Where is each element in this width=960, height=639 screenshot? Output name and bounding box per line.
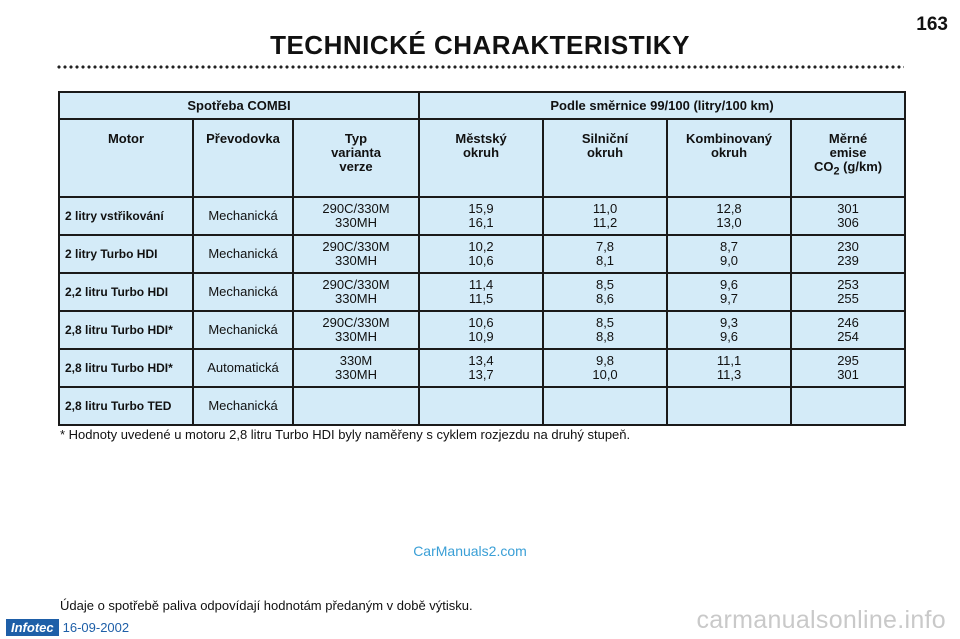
type-cell [293,387,419,425]
table-row [59,273,905,311]
city-cell: 15,9 16,1 [419,197,543,235]
co2-cell: 295 301 [791,349,905,387]
type-cell: 330M 330MH [293,349,419,387]
combined-cell: 9,6 9,7 [667,273,791,311]
col-header-co2: Měrné emise $CO_2$ (g/km) [791,119,905,197]
type-cell: 290C/330M 330MH [293,311,419,349]
combined-cell: 11,1 11,3 [667,349,791,387]
table-row [59,197,905,235]
combined-cell: 9,3 9,6 [667,311,791,349]
road-cell: 7,8 8,1 [543,235,667,273]
city-cell: 11,4 11,5 [419,273,543,311]
consumption-table [58,91,906,426]
spec-table-container [58,91,904,426]
city-cell [419,387,543,425]
type-cell: 290C/330M 330MH [293,235,419,273]
motor-cell: 2,8 litru Turbo HDI* [59,349,193,387]
group-header-combi: Spotřeba COMBI [59,92,419,119]
footnote: * Hodnoty uvedené u motoru 2,8 litru Turbo HDI byly naměřeny s cyklem rozjezdu na druhý stupeň. [60,427,631,442]
gearbox-cell: Mechanická [193,311,293,349]
road-cell [543,387,667,425]
motor-cell: 2 litry vstřikování [59,197,193,235]
city-cell: 13,4 13,7 [419,349,543,387]
page-title: TECHNICKÉ CHARAKTERISTIKY [270,30,690,60]
table-row [59,387,905,425]
table-row [59,235,905,273]
infotec-logo: Infotec [6,619,59,636]
table-row [59,311,905,349]
gearbox-cell: Mechanická [193,387,293,425]
combined-cell: 12,8 13,0 [667,197,791,235]
road-cell: 8,5 8,8 [543,311,667,349]
co2-cell: 230 239 [791,235,905,273]
gearbox-cell: Mechanická [193,273,293,311]
site-watermark: carmanualsonline.info [696,606,946,634]
col-header-road: Silniční okruh [543,119,667,197]
col-header-gearbox: Převodovka [193,119,293,197]
combined-cell [667,387,791,425]
col-header-combined: Kombinovaný okruh [667,119,791,197]
city-cell: 10,2 10,6 [419,235,543,273]
motor-cell: 2,8 litru Turbo TED [59,387,193,425]
col-header-motor: Motor [59,119,193,197]
co2-cell [791,387,905,425]
co2-cell: 301 306 [791,197,905,235]
gearbox-cell: Mechanická [193,197,293,235]
motor-cell: 2 litry Turbo HDI [59,235,193,273]
city-cell: 10,6 10,9 [419,311,543,349]
road-cell: 8,5 8,6 [543,273,667,311]
type-cell: 290C/330M 330MH [293,273,419,311]
consumption-note: Údaje o spotřebě paliva odpovídají hodnotám předaným v době výtisku. [60,598,473,613]
col-header-type: Typ varianta verze [293,119,419,197]
dotted-divider [56,64,904,70]
print-date: 16-09-2002 [62,620,130,635]
col-header-city: Městský okruh [419,119,543,197]
table-row [59,349,905,387]
road-cell: 9,8 10,0 [543,349,667,387]
co2-cell: 246 254 [791,311,905,349]
co2-cell: 253 255 [791,273,905,311]
motor-cell: 2,2 litru Turbo HDI [59,273,193,311]
type-cell: 290C/330M 330MH [293,197,419,235]
gearbox-cell: Automatická [193,349,293,387]
watermark-link[interactable]: CarManuals2.com [413,543,527,559]
group-header-directive: Podle směrnice 99/100 (litry/100 km) [419,92,905,119]
gearbox-cell: Mechanická [193,235,293,273]
combined-cell: 8,7 9,0 [667,235,791,273]
road-cell: 11,0 11,2 [543,197,667,235]
page-number: 163 [916,14,948,35]
footer [6,619,129,636]
motor-cell: 2,8 litru Turbo HDI* [59,311,193,349]
